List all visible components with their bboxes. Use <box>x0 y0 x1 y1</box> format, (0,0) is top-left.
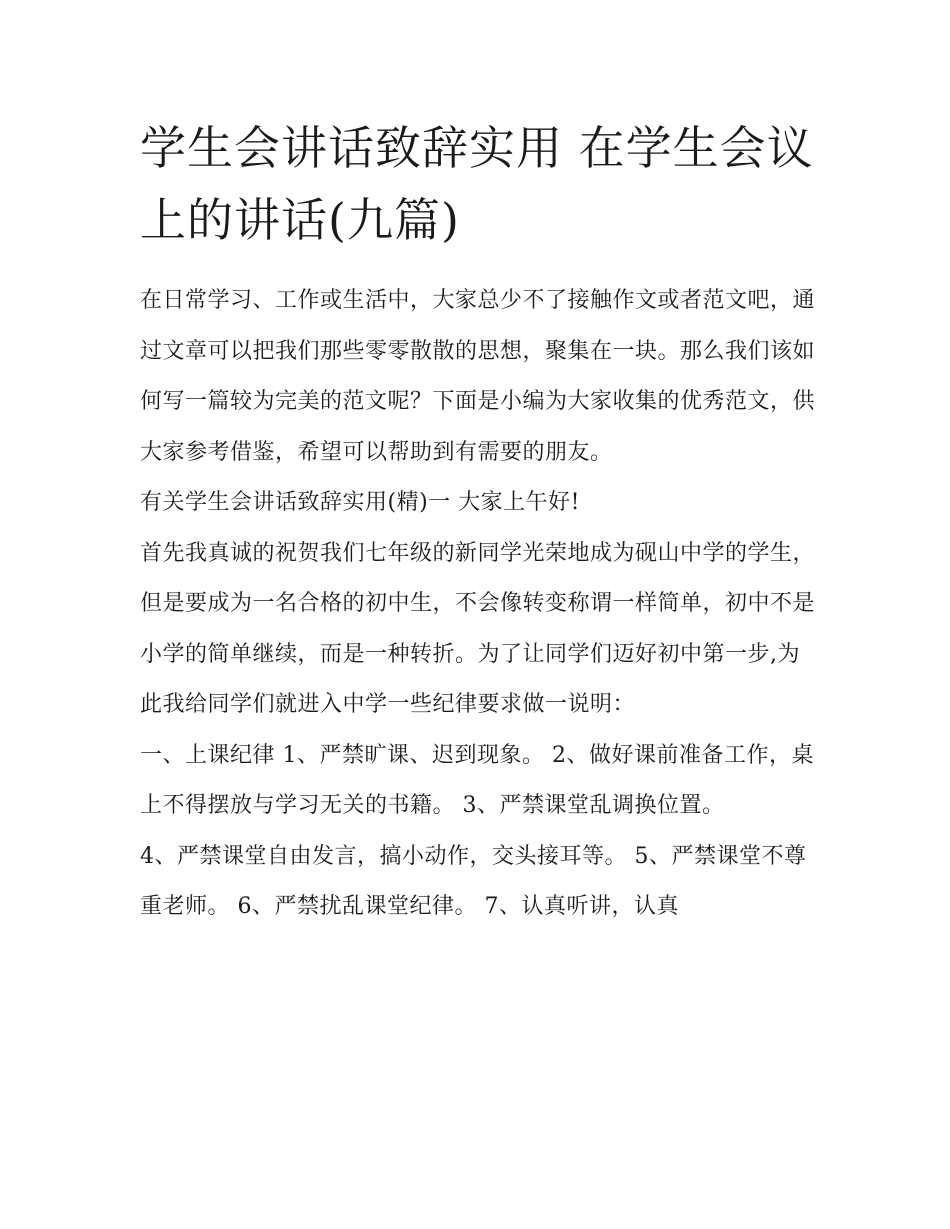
intro-paragraph: 在日常学习、工作或生活中，大家总少不了接触作文或者范文吧，通过文章可以把我们那些零零散散的思想，聚集在一块。那么我们该如何写一篇较为完美的范文呢？下面是小编为大家收集的优秀范文，供大家参考借鉴，希望可以帮助到有需要的朋友。 <box>140 288 816 465</box>
rules-paragraph-1: 一、上课纪律 1、严禁旷课、迟到现象。 2、做好课前准备工作，桌上不得摆放与学习无关的书籍。 3、严禁课堂乱调换位置。 <box>140 742 814 818</box>
document-body <box>140 276 820 933</box>
document-title: 学生会讲话致辞实用 在学生会议上的讲话(九篇) <box>140 121 814 247</box>
rules-paragraph-2: 4、严禁课堂自由发言，搞小动作，交头接耳等。 5、严禁课堂不尊重老师。 6、严禁扰乱课堂纪律。 7、认真听讲，认真 <box>140 843 807 919</box>
greeting-paragraph: 首先我真诚的祝贺我们七年级的新同学光荣地成为砚山中学的学生，但是要成为一名合格的初中生，不会像转变称谓一样简单，初中不是小学的简单继续，而是一种转折。为了让同学们迈好初中第一步,为此我给同学们就进入中学一些纪律要求做一说明： <box>140 540 816 717</box>
section-heading-paragraph: 有关学生会讲话致辞实用(精)一 大家上午好! <box>140 490 581 515</box>
document-page <box>140 0 820 1229</box>
